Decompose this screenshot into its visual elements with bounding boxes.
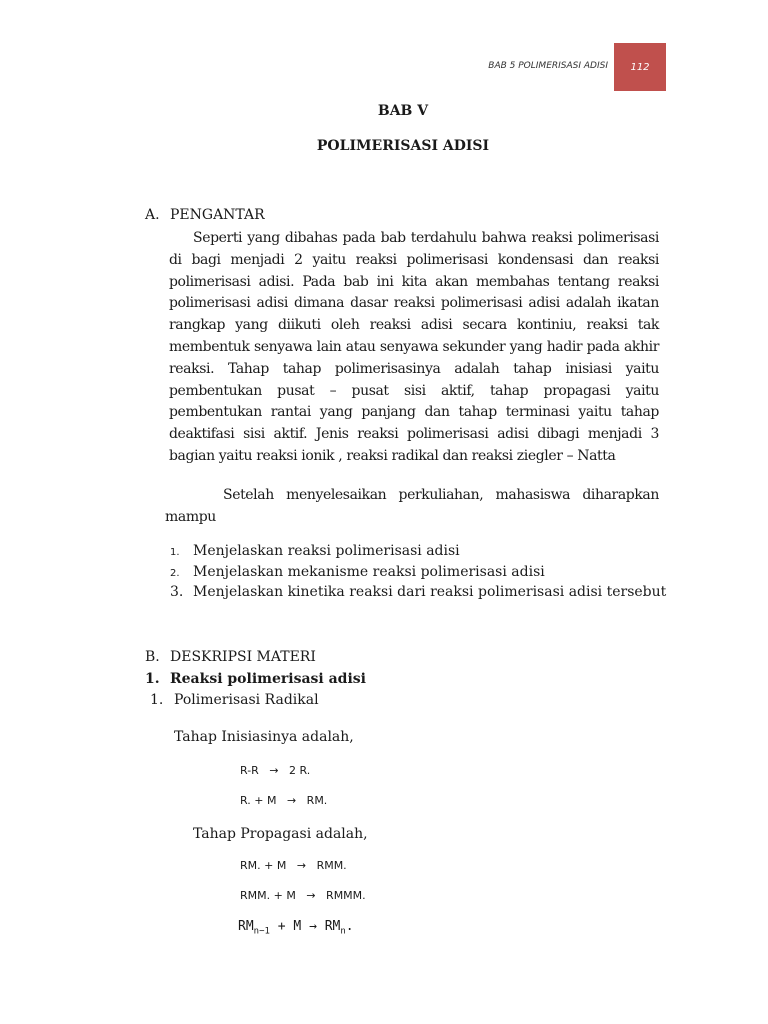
running-header: BAB 5 POLIMERISASI ADISI [488,61,608,71]
propagation-equation: RMM. + M → RMMM. [240,889,366,902]
objective-item: Menjelaskan mekanisme reaksi polimerisasi adisi [193,564,545,580]
subsection-number: 1. [145,671,160,687]
chapter-name: POLIMERISASI ADISI [316,138,490,154]
page-number: 112 [630,61,650,73]
propagation-equation: RM. + M → RMM. [240,859,347,872]
section-a-heading: PENGANTAR [170,207,265,223]
objective-item: Menjelaskan reaksi polimerisasi adisi [193,543,460,559]
initiation-equation: R. + M → RM. [240,794,328,807]
initiation-label: Tahap Inisiasinya adalah, [174,729,354,745]
arrow-icon: → [269,764,279,777]
general-propagation-equation: $RM_{n-1} + M \to RM_n$. [238,919,354,937]
arrow-icon: → [309,919,317,934]
subsubsection-title: Polimerisasi Radikal [174,692,319,708]
section-b-heading: DESKRIPSI MATERI [170,649,316,665]
objective-number: 1. [170,547,180,558]
objective-number: 2. [170,568,180,579]
section-b-label: B. [145,649,160,665]
arrow-icon: → [296,859,307,872]
propagation-label: Tahap Propagasi adalah, [193,826,368,842]
chapter-title: BAB V [377,103,429,119]
objective-intro: Setelah menyelesaikan perkuliahan, mahasiswa diharapkan mampu [165,487,659,525]
objective-item: Menjelaskan kinetika reaksi dari reaksi polimerisasi adisi tersebut [193,584,667,600]
objective-number: 3. [170,584,184,600]
section-a-label: A. [145,207,160,223]
subsection-title: Reaksi polimerisasi adisi [170,671,366,687]
initiation-equation: R-R → 2 R. [240,764,311,777]
page-number-badge [614,43,666,91]
arrow-icon: → [286,794,297,807]
subsubsection-number: 1. [150,692,164,708]
intro-paragraph: Seperti yang dibahas pada bab terdahulu bahwa reaksi polimerisasi di bagi menjadi 2 yaitu reaksi polimerisasi kondensasi dan reaksi polimerisasi adisi. Pada bab ini kita akan membahas tentang reaksi polimerisasi adisi dimana dasar reaksi polimerisasi adisi adalah ikatan rangkap yang diikuti oleh reaksi adisi secara kontiniu, reaksi tak membentuk senyawa lain atau senyawa sekunder yang hadir pada akhir reaksi. Tahap tahap polimerisasinya adalah tahap inisiasi yaitu pembentukan pusat – pusat sisi aktif, tahap propagasi yaitu pembentukan rantai yang panjang dan tahap terminasi yaitu tahap deaktifasi sisi aktif. Jenis reaksi polimerisasi adisi dibagi menjadi 3 bagian yaitu reaksi ionik , reaksi radikal dan reaksi ziegler – Natta [169,230,659,464]
arrow-icon: → [306,889,316,902]
